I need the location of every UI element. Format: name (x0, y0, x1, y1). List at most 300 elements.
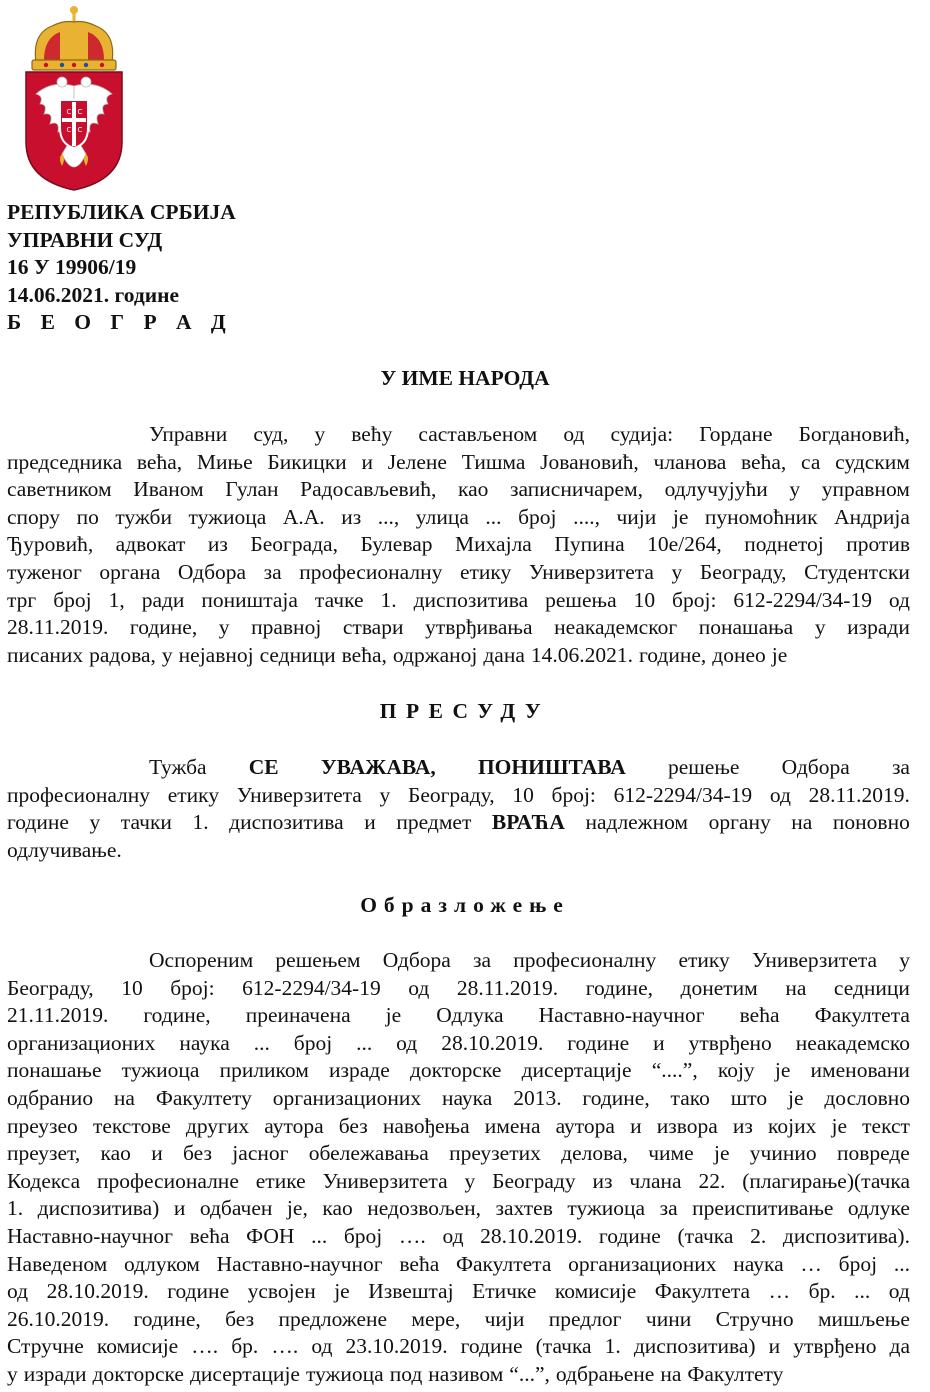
word: од (396, 1030, 418, 1055)
word: улица (415, 504, 469, 529)
word: Одбора (382, 948, 451, 972)
word: захтев (495, 1196, 553, 1221)
word: као (100, 1141, 131, 1166)
word: 28.10.2019. (480, 1223, 583, 1248)
word: у (218, 615, 230, 640)
word: 28.10.2019. (441, 1030, 544, 1055)
word: одлучивање. (7, 837, 122, 862)
word: 1. (604, 1334, 621, 1359)
word: преузетих (449, 1141, 541, 1166)
word: Одлука (436, 1003, 504, 1028)
paragraph-line (7, 476, 910, 504)
word: спору (7, 504, 61, 529)
word: СЕ (248, 755, 279, 779)
word: саветником (7, 477, 112, 502)
word: 26.10.2019. (7, 1306, 110, 1331)
word: на (785, 975, 807, 1000)
word: Иваном (133, 477, 204, 502)
word: председника (7, 449, 123, 474)
word: Наставно-научног (538, 1003, 705, 1028)
word: обележавања (308, 1141, 429, 1166)
svg-text:С: С (66, 108, 72, 116)
word: да (889, 1334, 910, 1359)
word: и (364, 810, 376, 835)
word: 2. (750, 1223, 767, 1248)
word: наука (441, 1085, 493, 1110)
word: Радосављевић, (300, 477, 437, 502)
word: (тачка (535, 1334, 592, 1359)
word: на (791, 810, 813, 835)
word: 22. (698, 1168, 726, 1193)
word: надлежном (585, 810, 689, 835)
word: дисертације (189, 1361, 300, 1386)
word: Београду, (699, 559, 787, 584)
word: органу (708, 810, 771, 835)
word: са (801, 449, 821, 474)
word: Тужба (149, 755, 207, 779)
word: управном (821, 477, 910, 502)
word: комисије (554, 1279, 637, 1304)
paragraph-line (7, 809, 910, 837)
paragraph-line (7, 559, 910, 587)
word: етике (255, 1168, 306, 1193)
paragraph-line (7, 1333, 910, 1361)
word: 28.11.2019. (456, 975, 559, 1000)
paragraph-line (7, 531, 910, 559)
word: 1. (192, 810, 209, 835)
word: је (672, 504, 689, 529)
word: од (7, 1279, 29, 1304)
word: (плагирање)(тачка (742, 1168, 910, 1193)
word: диспозитива) (633, 1334, 756, 1359)
word: против (846, 532, 910, 557)
word: за (263, 559, 282, 584)
word: мишљење (817, 1306, 910, 1331)
word: А.А. (282, 504, 325, 529)
word: пуномоћник (704, 504, 818, 529)
word: тужиоца (188, 504, 267, 529)
verdict-title: ПРЕСУДУ (379, 699, 551, 723)
word: је (385, 1003, 402, 1028)
word: 28.11.2019. (808, 782, 910, 807)
word: …. (191, 1334, 219, 1359)
word: већа (189, 1223, 230, 1248)
word: већа, (341, 642, 387, 667)
word: УВАЖАВА, (320, 755, 436, 779)
paragraph-line (7, 1113, 910, 1141)
word: на (660, 1361, 682, 1386)
word: у (89, 810, 101, 835)
word: је (774, 1058, 791, 1083)
word: тужби (115, 504, 172, 529)
word: 612-2294/34-19 (242, 975, 381, 1000)
word: 1. (7, 1196, 24, 1221)
paragraph-line (7, 449, 910, 477)
word: за (891, 755, 910, 779)
word: Наведеном (7, 1251, 108, 1276)
verdict-paragraph (7, 754, 910, 864)
word: одбрањене (555, 1361, 655, 1386)
word: диспозитива) (37, 1196, 160, 1221)
word: Београду, (7, 975, 94, 1000)
paragraph-line (7, 421, 910, 449)
word: ствари (342, 615, 404, 640)
word: Студентски (804, 559, 910, 584)
word: Београду, (407, 782, 495, 807)
paragraph-line (7, 587, 910, 615)
word: одлучујући (664, 477, 768, 502)
in-the-name-title: У ИМЕ НАРОДА (380, 366, 550, 390)
word: чији (616, 504, 657, 529)
word: на (113, 1085, 135, 1110)
word: је (831, 1113, 848, 1138)
word: члана (629, 1168, 682, 1193)
word: чиме (648, 1141, 694, 1166)
word: професионалну (7, 782, 151, 807)
svg-text:С: С (77, 108, 83, 116)
word: 21.11.2019. (7, 1003, 109, 1028)
word: седници (259, 642, 336, 667)
paragraph-line (7, 1140, 910, 1168)
word: 2013. (513, 1085, 562, 1110)
word: трг (7, 587, 37, 612)
word: докторске (92, 1361, 184, 1386)
word: године, (143, 1003, 211, 1028)
paragraph-line (7, 1223, 910, 1251)
word: решења (545, 587, 617, 612)
word: Оспореним (149, 948, 254, 972)
paragraph-line (7, 614, 910, 642)
word: Јелене (387, 449, 447, 474)
word: преиспитивање (692, 1196, 834, 1221)
word: одлуком (124, 1251, 200, 1276)
word: из (207, 532, 228, 557)
word: ВРАЋА (491, 810, 565, 835)
word: дана (483, 642, 525, 667)
word: имена (484, 1113, 541, 1138)
word: ...., (573, 504, 600, 529)
word: Етичке (472, 1279, 537, 1304)
word: тачке (314, 587, 364, 612)
country-name: РЕПУБЛИКА СРБИЈА (7, 200, 236, 224)
word: наука (179, 1030, 230, 1055)
word: текст (862, 1113, 910, 1138)
word: Београда, (250, 532, 338, 557)
word: број: (672, 587, 717, 612)
word: коју (717, 1058, 755, 1083)
word: за (659, 1196, 678, 1221)
word: дословно (824, 1085, 910, 1110)
word: 10 (633, 587, 656, 612)
word: одлуке (847, 1196, 910, 1221)
word: ..., (377, 504, 400, 529)
word: извора (656, 1113, 718, 1138)
word: године, (133, 1306, 201, 1331)
word: је (771, 642, 788, 667)
word: и (361, 449, 373, 474)
word: број (53, 587, 92, 612)
word: суд, (253, 422, 289, 446)
word: Универзитета (528, 559, 654, 584)
word: Јовановић, (540, 449, 639, 474)
word: понашања (698, 615, 794, 640)
word: израде (329, 1058, 390, 1083)
word: поднетој (744, 532, 824, 557)
word: судија: (610, 422, 674, 446)
word: и (653, 1030, 665, 1055)
paragraph-line (7, 1168, 910, 1196)
word: Факултету (687, 1361, 784, 1386)
word: навођења (382, 1113, 470, 1138)
word: 1, (108, 587, 125, 612)
reasoning-title: Образложење (360, 893, 570, 917)
word: број: (551, 782, 596, 807)
word: одбачен (199, 1196, 273, 1221)
word: ФОН (246, 1223, 295, 1248)
word: приликом (219, 1058, 309, 1083)
word: године (167, 1279, 230, 1304)
word: 14.06.2021. (530, 642, 633, 667)
word: организационих (272, 1085, 422, 1110)
word: (тачка (677, 1223, 734, 1248)
word: аутора (264, 1113, 324, 1138)
paragraph-line (7, 1195, 910, 1223)
word: Одбора (781, 755, 850, 779)
word: од (442, 1223, 464, 1248)
word: “...”, (509, 1361, 550, 1386)
word: решењем (275, 948, 361, 972)
word: диспозитива (413, 587, 529, 612)
word: 612-2294/34-19 (733, 587, 872, 612)
word: делова, (561, 1141, 628, 1166)
document-date: 14.06.2021. године (7, 282, 180, 307)
paragraph-line (7, 947, 910, 975)
word: Тишма (461, 449, 526, 474)
word: што (730, 1085, 768, 1110)
serbian-coat-of-arms-icon (22, 4, 126, 192)
word: Београду (492, 1168, 576, 1193)
word: Андрија (834, 504, 910, 529)
word: у (814, 615, 826, 640)
word: Факултета (814, 1003, 910, 1028)
word: поновно (832, 810, 910, 835)
word: одбранио (7, 1085, 94, 1110)
word: чланова (653, 449, 727, 474)
word: правној (251, 615, 322, 640)
shield-icon (26, 72, 122, 190)
word: године, (129, 615, 198, 640)
word: повреде (836, 1141, 910, 1166)
word: донетим (680, 975, 758, 1000)
word: утврђивања (425, 615, 533, 640)
word: одржаној (392, 642, 478, 667)
word: године, (582, 1085, 650, 1110)
word: туженог (7, 559, 82, 584)
word: 10 (121, 975, 143, 1000)
word: мере, (411, 1306, 461, 1331)
word: у (7, 1361, 18, 1386)
word: у (464, 1168, 476, 1193)
word: неакадемско (795, 1030, 910, 1055)
paragraph-line (7, 1002, 910, 1030)
word: којих (768, 1113, 817, 1138)
word: Факултета (654, 1279, 751, 1304)
word: број (838, 1251, 878, 1276)
word: ... (311, 1223, 328, 1248)
word: године (598, 1223, 661, 1248)
word: у (314, 422, 326, 446)
word: Бикицки (267, 449, 347, 474)
word: понашање (7, 1058, 102, 1083)
paragraph-line (7, 1057, 910, 1085)
word: Факултету (155, 1085, 252, 1110)
word: без (183, 1141, 212, 1166)
word: из (341, 504, 362, 529)
paragraph-line (7, 975, 910, 1003)
word: организационих (7, 1030, 156, 1055)
word: предложене (278, 1306, 388, 1331)
word: Наставно-научног (216, 1251, 383, 1276)
word: је, (286, 1196, 308, 1221)
word: као (457, 477, 489, 502)
word: седници (833, 975, 910, 1000)
paragraph-line (7, 1030, 910, 1058)
word: радова, (89, 642, 156, 667)
word: од (408, 975, 430, 1000)
word: у (379, 782, 391, 807)
word: Стручне (7, 1334, 84, 1359)
word: професионалну (513, 948, 657, 972)
word: ... (854, 1279, 871, 1304)
word: већа (739, 1003, 780, 1028)
word: чини (645, 1306, 692, 1331)
word: судским (835, 449, 910, 474)
word: састављеном (418, 422, 538, 446)
word: Булевар (360, 532, 433, 557)
word: преузео (7, 1113, 78, 1138)
word: тужиоца (567, 1196, 646, 1221)
word: Миње (196, 449, 253, 474)
crown-icon (32, 6, 116, 70)
word: Универзитета (236, 782, 362, 807)
reasoning-paragraph (7, 947, 910, 1389)
word: преиначена (245, 1003, 351, 1028)
paragraph-line (7, 1306, 910, 1334)
word: 28.11.2019. (7, 615, 109, 640)
svg-text:С: С (66, 126, 72, 134)
word: тужиоца (305, 1361, 384, 1386)
word: тако (670, 1085, 710, 1110)
word: Ђуровић, (7, 532, 94, 557)
word: 23.10.2019. (345, 1334, 448, 1359)
word: Универзитета (322, 1168, 448, 1193)
word: тужиоца (121, 1058, 200, 1083)
word: без (338, 1113, 368, 1138)
word: и (151, 1141, 163, 1166)
word: је (787, 1085, 804, 1110)
word: Наставно-научног (7, 1223, 173, 1248)
word: Богдановић, (798, 422, 910, 446)
word: предлог (548, 1306, 622, 1331)
paragraph-line (7, 754, 910, 782)
word: већу (351, 422, 393, 446)
word: учинио (749, 1141, 817, 1166)
word: од (888, 1279, 910, 1304)
word: из (732, 1113, 753, 1138)
svg-text:С: С (77, 126, 83, 134)
word: усвојен (247, 1279, 316, 1304)
word: по (76, 504, 99, 529)
word: је (713, 1141, 730, 1166)
word: именовани (810, 1058, 910, 1083)
word: преузет, (7, 1141, 81, 1166)
word: бр. (231, 1334, 259, 1359)
word: ... (253, 1030, 270, 1055)
word: године, (639, 642, 707, 667)
word: поништаја (201, 587, 298, 612)
paragraph-line (7, 1361, 910, 1389)
paragraph-line (7, 1085, 910, 1113)
word: професионалне (97, 1168, 239, 1193)
word: 28.10.2019. (46, 1279, 149, 1304)
word: “....”, (651, 1058, 698, 1083)
word: Управни (149, 422, 228, 446)
word: … (800, 1251, 822, 1276)
paragraph-line (7, 837, 910, 865)
word: тачки (120, 810, 172, 835)
word: етику (678, 948, 730, 972)
word: године, (585, 975, 653, 1000)
word: етику (167, 782, 220, 807)
word: текстове (92, 1113, 171, 1138)
word: године (7, 810, 69, 835)
word: број: (170, 975, 215, 1000)
word: из (592, 1168, 613, 1193)
word: решење (667, 755, 740, 779)
word: под (389, 1361, 423, 1386)
word: у (161, 642, 173, 667)
word: комисије (96, 1334, 179, 1359)
word: за (473, 948, 492, 972)
word: Гордане (699, 422, 773, 446)
word: дисертације (521, 1058, 632, 1083)
word: без (225, 1306, 255, 1331)
court-header (7, 199, 236, 337)
word: докторске (409, 1058, 502, 1083)
word: од (563, 422, 585, 446)
word: 1. (380, 587, 397, 612)
word: године (460, 1334, 523, 1359)
word: записничарем, (510, 477, 643, 502)
word: Одбора (177, 559, 247, 584)
word: број (293, 1030, 333, 1055)
word: ПОНИШТАВА (477, 755, 626, 779)
case-number: 16 У 19906/19 (7, 255, 137, 280)
word: Гулан (225, 477, 279, 502)
word: нејавној (178, 642, 254, 667)
word: од (769, 782, 791, 807)
word: 10е/264, (647, 532, 722, 557)
word: већа (399, 1251, 440, 1276)
word: Извештај (368, 1279, 454, 1304)
word: чији (484, 1306, 525, 1331)
city-name: Б Е О Г Р А Д (7, 310, 233, 335)
word: године (567, 1030, 630, 1055)
word: диспозитива (229, 810, 344, 835)
word: бр. (808, 1279, 836, 1304)
word: број (343, 1223, 383, 1248)
word: Михајла (454, 532, 532, 557)
